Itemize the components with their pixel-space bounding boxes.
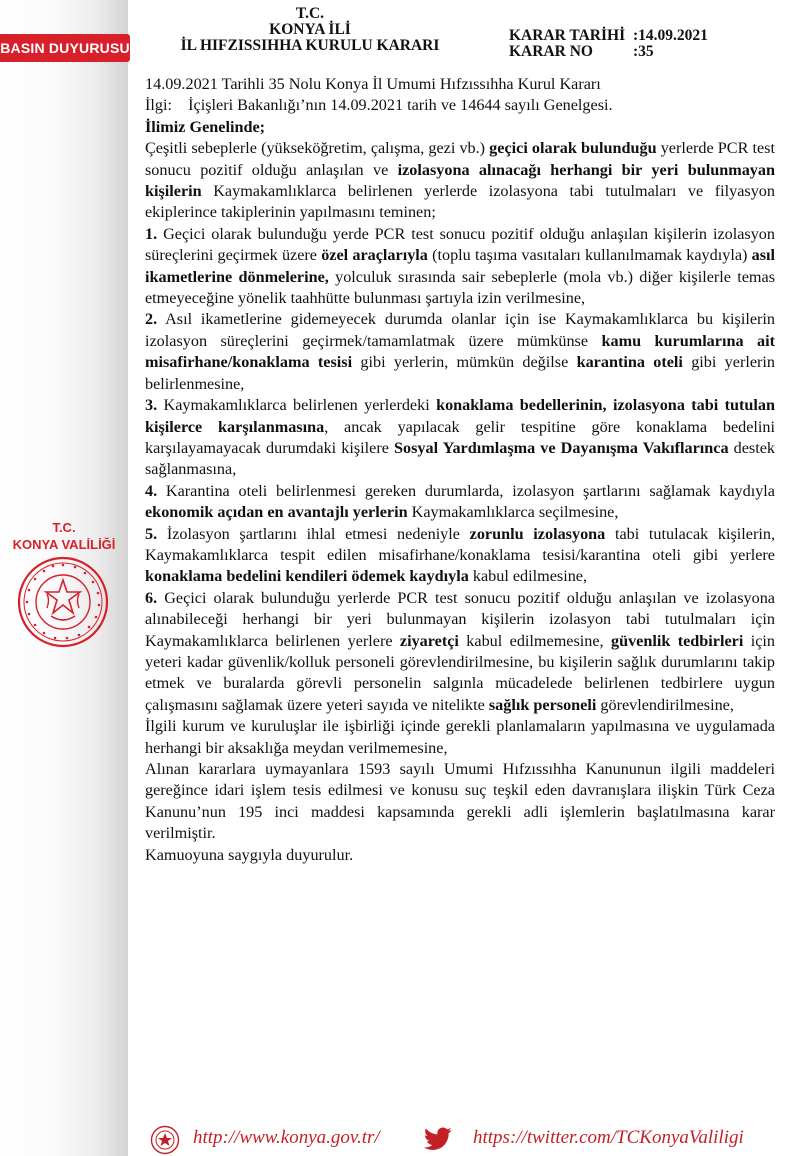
emphasis-segment: asıl ikametlerine dönmelerine, [145,246,775,286]
text-segment: kabul edilmesine, [468,567,588,586]
governorate-name-label: KONYA VALİLİĞİ [12,537,116,552]
decision-no-row [509,44,654,60]
emphasis-segment: güvenlik tedbirleri [610,631,744,650]
governorate-tc-label: T.C. [52,520,76,535]
text-segment: Geçici olarak bulunduğu yerde PCR test sonucu pozitif olduğu anlaşılan kişilerin izolasyon süreçlerini geçirmek üzere [145,224,775,265]
text-segment: İzolasyon şartlarını ihlal etmesi nedeniyle [157,524,470,543]
emphasis-segment: karantina oteli [576,353,683,372]
reference-line [145,95,775,116]
text-segment: için yeteri kadar güvenlik/kolluk personeli görevlendirilmesine, bu kişilerin sağlık durumlarını takip etmek ve buralarda görevli personelin salgınla mücadelede belirlenen tedbirlere uygun çalışmasını sağlamak üzere yeteri sayıda ve nitelikte [145,631,775,714]
emphasis-segment: zorunlu izolasyona [469,524,606,543]
emphasis-segment: Sosyal Yardımlaşma ve Dayanışma Vakıflarınca [394,438,729,457]
text-segment: Asıl ikametlerine gidemeyecek durumda olanlar için ise Kaymakamlıklarca bu kişilerin izolasyon süreçlerini geçirmek/tamamlatmak üzere mümkünse [145,310,775,350]
emphasis-segment: geçici olarak bulunduğu [489,139,657,158]
intro-line: 14.09.2021 Tarihli 35 Nolu Konya İl Umumi Hıfzıssıhha Kurul Kararı [145,75,601,93]
text-segment: kabul edilmemesine, [458,631,611,650]
text-segment: destek sağlanmasına, [145,438,775,479]
governorate-emblem-icon [150,1125,180,1155]
article-4 [145,481,775,524]
emphasis-segment: sağlık personeli [488,695,597,714]
article-5 [145,524,775,588]
text-segment: gibi yerlerin belirlenmesine, [145,353,776,393]
article-number: 4. [145,481,158,500]
scope-text: İlimiz Genelinde; [145,117,266,136]
article-2 [145,309,775,395]
header-province: KONYA İLİ [269,21,351,38]
article-number: 3. [145,396,158,415]
emphasis-segment: ziyaretçi [399,631,459,650]
text-segment: Çeşitli sebeplerle (yükseköğretim, çalışma, gezi vb.) [145,139,490,158]
article-number: 5. [145,524,158,543]
header-tc: T.C. [295,5,325,22]
header-board-title: İL HIFZISSIHHA KURULU KARARI [180,37,440,54]
text-segment: Kaymakamlıklarca belirlenen yerlerdeki [157,396,437,415]
konya-governorate-seal-icon [17,556,109,648]
text-segment: görevlendirilmesine, [596,695,734,714]
article-number: 1. [145,224,158,243]
twitter-link[interactable]: https://twitter.com/TCKonyaValiligi [473,1127,744,1148]
emphasis-segment: ekonomik açıdan en avantajlı yerlerin [145,503,408,522]
emphasis-segment: kamu kurumlarına ait misafirhane/konaklama tesisi [145,331,775,372]
text-segment: Kaymakamlıklarca seçilmesine, [407,503,619,522]
emphasis-segment: izolasyona alınacağı herhangi bir yeri bulunmayan kişilerin [145,160,775,201]
text-segment: , ancak yapılacak gelir tespitine göre konaklama bedelini karşılayamayacak durumdaki kişilere [145,417,775,457]
article-1 [145,224,775,310]
paragraph-preamble [145,138,775,224]
article-6 [145,588,775,716]
scope-heading [145,117,775,138]
header-title-block [150,6,470,54]
text-segment: Karantina oteli belirlenmesi gereken durumlarda, izolasyon şartlarını sağlamak kaydıyla [157,481,775,500]
emphasis-segment: özel araçlarıyla [321,246,428,265]
press-release-badge: BASIN DUYURUSU [0,34,130,62]
website-link[interactable]: http://www.konya.gov.tr/ [193,1127,380,1148]
decision-no-value: :35 [633,43,654,60]
decision-no-label: KARAR NO [509,43,593,60]
decision-date-value: :14.09.2021 [633,27,708,44]
closing-line: Kamuoyuna saygıyla duyurulur. [145,845,354,864]
article-number: 6. [145,588,158,607]
text-segment: yerlerde PCR test sonucu pozitif olduğu anlaşılan ve [145,139,775,179]
text-segment: gibi yerlerin, mümkün değilse [352,353,577,372]
twitter-bird-icon[interactable] [424,1126,452,1152]
sidebar [0,0,128,1156]
decision-date-label: KARAR TARİHİ [509,27,626,44]
text-segment: tabi tutulacak kişilerin, Kaymakamlıklarca tespit edilen misafirhane/konaklama tesisi/karantina oteli gibi yerlere [145,524,776,564]
emphasis-segment: konaklama bedelini kendileri ödemek kaydıyla [145,567,469,586]
text-segment: (toplu taşıma vasıtaları kullanılmamak kaydıyla) [427,246,752,265]
article-3 [145,395,775,481]
sanctions-paragraph: Alınan kararlara uymayanlara 1593 sayılı Umumi Hıfzıssıhha Kanununun ilgili maddeleri gereğince idari işlem tesis edilmesi ve konusu suç teşkil eden davranışlara ilişkin Türk Ceza Kanunu’nun 195 inci maddesi kapsamında gerekli adli işlemlerin başlatılmasına karar verilmiştir. [145,760,775,843]
text-segment: Kaymakamlıklarca belirlenen yerlerde izolasyona tabi tutulmaları ve filyasyon ekiplerince takiplerinin yapılmasını teminen; [145,182,775,222]
reference-label: İlgi: [145,96,172,115]
coordination-paragraph: İlgili kurum ve kuruluşlar ile işbirliği içinde gerekli planlamaların yapılmasına ve uygulamada herhangi bir aksaklığa meydan verilmemesine, [145,717,775,757]
reference-text: İçişleri Bakanlığı’nın 14.09.2021 tarih ve 14644 sayılı Genelgesi. [188,96,613,115]
emphasis-segment: konaklama bedellerinin, izolasyona tabi tutulan kişilerce karşılanmasına [145,396,775,436]
text-segment: yolculuk sırasında sair sebeplerle (mola vb.) diğer kişilerle temas etmeyeceğine yönelik taahhütte bulunması şartıyla izin verilmesine, [145,267,775,308]
page-footer [0,1122,800,1156]
document-header [0,6,800,66]
article-number: 2. [145,310,158,329]
text-segment: Geçici olarak bulunduğu yerlerde PCR test sonucu pozitif olduğu anlaşılan ve izolasyona alınabileceği herhangi bir yeri bulunmayan kişilerin izolasyon tabi tutulmaları için Kaymakamlıklarca belirlenen yerlere [145,588,775,650]
document-body [145,74,775,866]
decision-date-row [509,28,708,44]
